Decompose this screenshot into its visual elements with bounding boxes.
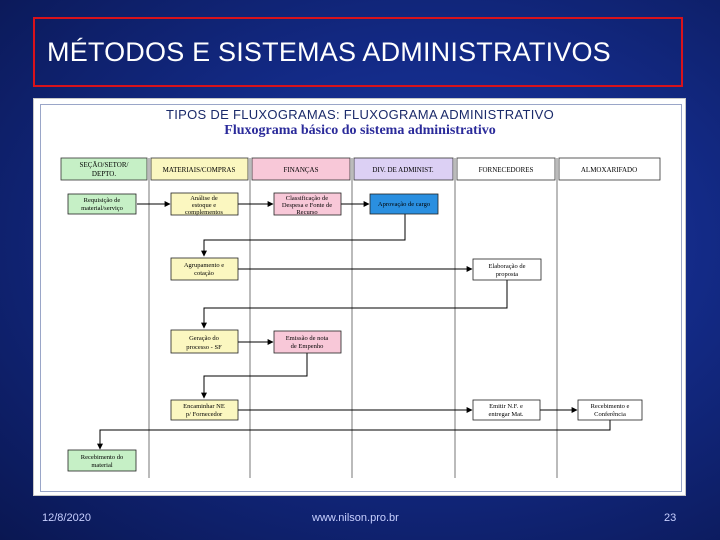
svg-text:Emissão de nota: Emissão de nota — [285, 335, 329, 342]
lane-header-materials — [151, 158, 248, 180]
step-expense-classification — [274, 193, 341, 216]
svg-text:Classificação de: Classificação de — [285, 195, 329, 202]
svg-text:material/serviço: material/serviço — [81, 205, 123, 212]
svg-text:Conferência: Conferência — [594, 411, 626, 418]
step-stock-analysis — [171, 193, 238, 216]
step-requisition — [68, 194, 136, 214]
lane-label: ALMOXARIFADO — [580, 166, 638, 174]
svg-text:proposta: proposta — [495, 271, 519, 278]
step-issue-invoice — [473, 400, 540, 420]
svg-text:Emitir N.F. e: Emitir N.F. e — [489, 403, 523, 410]
step-commitment-note — [274, 331, 341, 353]
svg-text:material: material — [91, 462, 113, 469]
step-receipt-check — [578, 400, 642, 420]
lane-label: FORNECEDORES — [478, 166, 534, 174]
svg-text:Análise de: Análise de — [190, 195, 218, 202]
footer-page-number: 23 — [664, 512, 677, 524]
lane-header-suppliers — [457, 158, 555, 180]
step-send-to-supplier — [171, 400, 238, 420]
svg-text:Elaboração de: Elaboração de — [488, 263, 526, 270]
svg-text:de Empenho: de Empenho — [290, 343, 324, 350]
svg-text:Encaminhar NE: Encaminhar NE — [183, 403, 225, 410]
step-material-receipt — [68, 450, 136, 471]
step-process-generation — [171, 330, 238, 353]
svg-text:Agrupamento e: Agrupamento e — [183, 262, 225, 269]
lane-label: DEPTO. — [91, 170, 117, 178]
lane-header-warehouse — [559, 158, 660, 180]
lane-header-admin — [354, 158, 453, 180]
svg-text:cotação: cotação — [194, 270, 214, 277]
lane-label: DIV. DE ADMINIST. — [372, 166, 434, 174]
step-grouping-quotation — [171, 258, 238, 280]
svg-text:Despesa e Fonte de: Despesa e Fonte de — [281, 202, 333, 209]
svg-text:Aprovação de cargo: Aprovação de cargo — [377, 201, 431, 208]
lane-label: FINANÇAS — [283, 166, 319, 174]
svg-text:Geração do: Geração do — [189, 335, 219, 342]
flowchart-title: Fluxograma básico do sistema administrativo — [224, 123, 496, 138]
lane-header-section — [61, 158, 147, 180]
svg-text:estoque e: estoque e — [191, 202, 217, 209]
svg-text:p/ Fornecedor: p/ Fornecedor — [185, 411, 223, 418]
svg-text:Recurso: Recurso — [296, 209, 318, 216]
step-approval — [370, 194, 438, 214]
slide-title: MÉTODOS E SISTEMAS ADMINISTRATIVOS — [47, 37, 611, 67]
svg-text:complementos: complementos — [185, 209, 223, 216]
lane-label: SEÇÃO/SETOR/ — [79, 161, 129, 169]
footer-date: 12/8/2020 — [42, 512, 91, 524]
svg-text:Requisição de: Requisição de — [83, 197, 121, 204]
lane-label: MATERIAIS/COMPRAS — [162, 166, 236, 174]
lane-header-finance — [252, 158, 350, 180]
footer-website: www.nilson.pro.br — [312, 512, 399, 524]
svg-text:processo - SF: processo - SF — [186, 344, 222, 351]
svg-text:Recebimento e: Recebimento e — [590, 403, 630, 410]
svg-text:Recebimento do: Recebimento do — [80, 454, 124, 461]
step-proposal — [473, 259, 541, 280]
slide-subtitle: TIPOS DE FLUXOGRAMAS: FLUXOGRAMA ADMINISTRATIVO — [165, 107, 555, 122]
svg-text:entregar Mat.: entregar Mat. — [488, 411, 524, 418]
